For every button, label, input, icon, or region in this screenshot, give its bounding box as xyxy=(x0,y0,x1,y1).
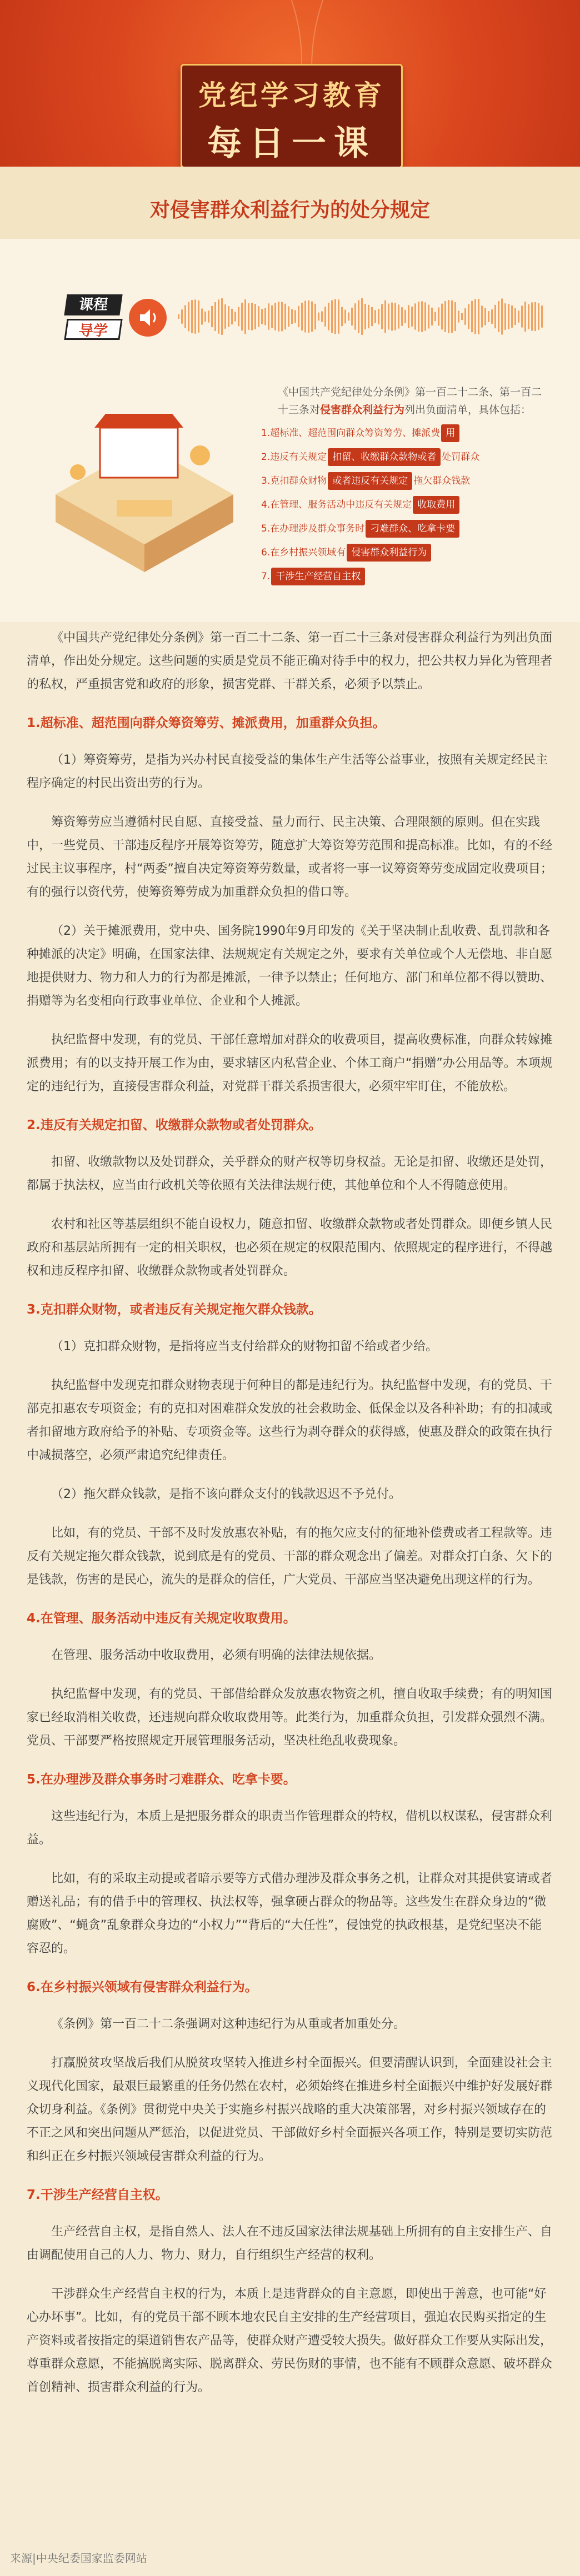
wave-bar xyxy=(281,302,283,332)
wave-bar xyxy=(258,306,259,327)
wave-bar xyxy=(241,303,243,330)
wave-bar xyxy=(311,302,313,332)
wave-bar xyxy=(391,303,393,331)
wave-bar xyxy=(244,299,246,334)
list-item xyxy=(261,470,550,492)
intro-text xyxy=(278,383,544,419)
list-text: 克扣群众财物 xyxy=(270,475,327,487)
wave-bar xyxy=(388,304,389,330)
wave-bar xyxy=(384,300,386,333)
wave-bar xyxy=(481,305,483,327)
paragraph: 执纪监督中发现克扣群众财物表现于何种目的都是违纪行为。执纪监督中发现，有的党员、干部克扣惠农专项资金；有的克扣对困难群众发放的社会救助金、低保金以及各种补助；有的扣减或者扣留地方政府给予的补贴、专项资金等。这些行为剥夺群众的获得感，使惠及群众的政策在执行中减损落空，必须严肃追究纪律责任。 xyxy=(27,1379,553,1462)
wave-bar xyxy=(234,312,236,321)
wave-bar xyxy=(351,308,353,325)
wave-bar xyxy=(204,312,206,322)
wave-bar xyxy=(368,305,369,328)
section-heading: 4.在管理、服务活动中违反有关规定收取费用。 xyxy=(27,1611,296,1626)
wave-bar xyxy=(331,300,333,333)
wave-bar xyxy=(321,311,323,322)
wave-bar xyxy=(508,304,509,329)
wave-bar xyxy=(181,309,183,323)
wave-bar xyxy=(454,302,456,331)
paragraph: 在管理、服务活动中收取费用，必须有明确的法律法规依据。 xyxy=(51,1648,382,1662)
paragraph: （1）克扣群众财物，是指将应当支付给群众的财物扣留不给或者少给。 xyxy=(51,1340,438,1354)
audio-wave-icon xyxy=(178,289,556,344)
wave-bar xyxy=(224,304,226,329)
paragraph: 《条例》第一百二十二条强调对这种违纪行为从重或者加重处分。 xyxy=(51,2017,406,2031)
paragraph: 农村和社区等基层组织不能自设权力，随意扣留、收缴群众款物或者处罚群众。即便乡镇人民政府和基层站所拥有一定的相关职权，也必须在规定的权限范围内、依照规定的程序进行，不得越权和违反程序扣留、收缴群众款物或者处罚群众。 xyxy=(27,1217,553,1278)
wave-bar xyxy=(511,305,513,328)
list-item xyxy=(261,542,550,564)
banner-title-line2: 每日一课 xyxy=(207,123,376,163)
wave-bar xyxy=(251,303,253,330)
intro-prefix: 《中国共产党纪律处分条例》第一百二十二条、第一百二十三条对 xyxy=(278,386,542,416)
paragraph: 比如，有的采取主动提或者暗示要等方式借办理涉及群众事务之机，让群众对其提供宴请或者赠送礼品；有的借手中的管理权、执法权等，强拿硬占群众的物品等。这些发生在群众身边的“微腐败”、“蝇贪”乱象群众身边的“小权力”“背后的“大任性”，侵蚀党的执政根基，是党纪坚决不能容忍的。 xyxy=(27,1872,553,1956)
list-tag: 或者违反有关规定 xyxy=(328,472,412,490)
paragraph: 执纪监督中发现，有的党员、干部任意增加对群众的收费项目，提高收费标准，向群众转嫁摊派费用；有的以支持开展工作为由，要求辖区内私营企业、个体工商户“捐赠”办公用品等。本项规定的违纪行为，直接侵害群众利益，对党群干群关系损害很大，必须牢牢盯住，不能放松。 xyxy=(27,1033,553,1094)
paragraph: 扣留、收缴款物以及处罚群众，关乎群众的财产权等切身权益。无论是扣留、收缴还是处罚，都属于执法权，应当由行政机关等依照有关法律法规行使，其他单位和个人不得随意使用。 xyxy=(27,1155,553,1192)
list-number: 4. xyxy=(261,499,271,510)
paragraph: 比如，有的党员、干部不及时发放惠农补贴，有的拖欠应支付的征地补偿费或者工程款等。违反有关规定拖欠群众钱款，说到底是有的党员、干部的群众观念出了偏差。对群众打白条、欠下的是钱款，伤害的是民心，流失的是群众的信任，广大党员、干部应当坚决避免出现这样的行为。 xyxy=(27,1526,553,1587)
wave-bar xyxy=(484,308,486,325)
wave-bar xyxy=(304,301,306,333)
wave-bar xyxy=(434,312,436,322)
wave-bar xyxy=(408,305,409,328)
wave-bar xyxy=(358,300,359,333)
wave-bar xyxy=(451,300,453,333)
wave-bar xyxy=(431,308,433,325)
list-item xyxy=(261,422,550,444)
wave-bar xyxy=(411,307,413,327)
wave-bar xyxy=(191,300,193,333)
list-number: 7. xyxy=(261,571,271,582)
list-text: 在乡村振兴领域有 xyxy=(270,547,346,558)
wave-bar xyxy=(301,303,303,330)
wave-bar xyxy=(534,302,536,331)
wave-bar xyxy=(338,299,339,333)
wave-bar xyxy=(274,303,276,330)
badge-top: 课程 xyxy=(64,294,122,315)
wave-bar xyxy=(441,304,443,330)
paragraph: 《中国共产党纪律处分条例》第一百二十二条、第一百二十三条对侵害群众利益行为列出负面清单，作出处分规定。这些问题的实质是党员不能正确对待手中的权力，把公共权力异化为管理者的私权，严重损害党和政府的形象，损害党群、干群关系，必须予以禁止。 xyxy=(27,631,553,691)
wave-bar xyxy=(221,298,223,335)
paragraph: 干涉群众生产经营自主权的行为，本质上是违背群众的自主意愿，即使出于善意，也可能“好心办坏事”。比如，有的党员干部不顾本地农民自主安排的生产经营项目，强迫农民购买指定的生产资料或者按指定的渠道销售农产品等，使群众财产遭受较大损失。做好群众工作要从实际出发，尊重群众意愿，不能搞脱离实际、脱离群众、劳民伤财的事情，也不能有不顾群众意愿、破坏群众首创精神、损害群众利益的行为。 xyxy=(27,2287,553,2394)
list-text: 处罚群众 xyxy=(442,452,480,463)
wave-bar xyxy=(458,310,459,322)
list-text: 在办理涉及群众事务时 xyxy=(270,523,365,534)
list-text: 超标准、超范围向群众筹资筹劳、摊派费 xyxy=(270,428,441,439)
list-number: 2. xyxy=(261,452,271,463)
paragraph: （2）关于摊派费用，党中央、国务院1990年9月印发的《关于坚决制止乱收费、乱罚款和各种摊派的决定》明确，在国家法律、法规规定有关规定之外，要求有关单位或个人无偿地、非自愿地提供财力、物力和人力的行为都是摊派，一律予以禁止；任何地方、部门和单位都不得以赞助、捐赠等为名变相向行政事业单位、企业和个人摊派。 xyxy=(27,924,553,1008)
wave-bar xyxy=(524,302,526,332)
list-text: 违反有关规定 xyxy=(270,452,327,463)
wave-bar xyxy=(474,299,476,334)
source-text: 来源|中央纪委国家监委网站 xyxy=(10,2552,147,2565)
wave-bar xyxy=(214,302,216,331)
wave-bar xyxy=(288,307,289,327)
wave-bar xyxy=(448,300,449,333)
intro-suffix: 列出负面清单，具体包括： xyxy=(404,404,532,416)
page-title: 对侵害群众利益行为的处分规定 xyxy=(149,199,430,222)
paragraph: 打赢脱贫攻坚战后我们从脱贫攻坚转入推进乡村全面振兴。但要清醒认识到，全面建设社会主义现代化国家，最艰巨最繁重的任务仍然在农村，必须始终在推进乡村全面振兴中维护好发展好群众切身利益。《条例》贯彻党中央关于实施乡村振兴战略的重大决策部署，对乡村振兴领域存在的不正之风和突出问题从严惩治，以促进党员、干部做好乡村全面振兴各项工作，特别是要切实防范和纠正在乡村振兴领域侵害群众利益的行为。 xyxy=(27,2056,553,2163)
wave-bar xyxy=(521,306,523,328)
wave-bar xyxy=(328,303,329,330)
badge-bottom: 导学 xyxy=(64,319,122,340)
wave-bar xyxy=(461,313,463,320)
wave-bar xyxy=(341,307,343,326)
wave-bar xyxy=(271,305,273,328)
title-plate xyxy=(181,64,403,168)
wave-bar xyxy=(291,309,293,324)
wave-bar xyxy=(418,302,419,332)
article-body xyxy=(27,627,553,2415)
list-text: 拖欠群众钱款 xyxy=(413,475,471,487)
intro-highlight: 侵害群众利益行为 xyxy=(320,404,405,416)
wave-bar xyxy=(324,307,326,327)
list-item xyxy=(261,494,550,516)
wave-bar xyxy=(398,304,399,328)
list-number: 1. xyxy=(261,428,271,439)
list-tag: 干涉生产经营自主权 xyxy=(271,568,365,585)
wave-bar xyxy=(318,313,319,321)
wave-bar xyxy=(531,303,533,331)
wave-bar xyxy=(528,304,529,329)
wave-bar xyxy=(348,313,349,321)
wave-bar xyxy=(444,301,446,332)
wave-bar xyxy=(404,310,406,323)
list-tag: 侵害群众利益行为 xyxy=(347,544,431,562)
wave-bar xyxy=(294,310,296,323)
wave-bar xyxy=(424,302,426,330)
wave-bar xyxy=(491,309,493,324)
wave-bar xyxy=(471,301,473,332)
wave-bar xyxy=(381,304,383,329)
paragraph: 这些违纪行为，本质上是把服务群众的职责当作管理群众的特权，借机以权谋私，侵害群众利益。 xyxy=(27,1810,553,1847)
list-item xyxy=(261,446,550,468)
wave-bar xyxy=(194,299,196,333)
wave-bar xyxy=(464,308,466,325)
wave-bar xyxy=(514,308,516,325)
wave-bar xyxy=(374,310,376,323)
section-heading: 3.克扣群众财物，或者违反有关规定拖欠群众钱款。 xyxy=(27,1302,322,1317)
list-tag: 用 xyxy=(441,424,459,442)
wave-bar xyxy=(231,309,233,324)
wave-bar xyxy=(218,299,219,334)
paragraph: （1）筹资筹劳，是指为兴办村民直接受益的集体生产生活等公益事业，按照有关规定经民主程序确定的村民出资出劳的行为。 xyxy=(27,753,548,790)
list-tag: 刁难群众、吃拿卡要 xyxy=(366,520,459,538)
wave-bar xyxy=(178,314,179,319)
wave-bar xyxy=(284,304,286,330)
wave-bar xyxy=(264,308,266,325)
wave-bar xyxy=(354,303,356,330)
wave-bar xyxy=(211,306,213,327)
section-heading: 6.在乡村振兴领域有侵害群众利益行为。 xyxy=(27,1980,258,1994)
paragraph: （2）拖欠群众钱款，是指不该向群众支付的钱款迟迟不予兑付。 xyxy=(51,1487,401,1501)
market-scene-illustration xyxy=(33,361,244,594)
section-heading: 5.在办理涉及群众事务时刁难群众、吃拿卡要。 xyxy=(27,1772,296,1787)
paragraph: 执纪监督中发现，有的党员、干部借给群众发放惠农物资之机，擅自收取手续费；有的明知国家已经取消相关收费，还违规向群众收取费用等。此类行为，加重群众负担，引发群众强烈不满。党员、干部要严格按照规定开展管理服务活动，坚决杜绝乱收费现象。 xyxy=(27,1687,553,1748)
wave-bar xyxy=(414,303,416,329)
list-number: 3. xyxy=(261,475,271,487)
section-heading: 7.干涉生产经营自主权。 xyxy=(27,2188,168,2202)
wave-bar xyxy=(268,303,269,329)
wave-bar xyxy=(371,307,373,326)
wave-bar xyxy=(494,305,496,328)
wave-bar xyxy=(208,310,209,322)
wave-bar xyxy=(344,310,346,324)
paragraph: 筹资筹劳应当遵循村民自愿、直接受益、量力而行、民主决策、合理限额的原则。但在实践中，一些党员、干部违反程序开展筹资筹劳，随意扩大筹资筹劳范围和提高标准。比如，有的不经过民主议事程序，村“两委”擅自决定筹资筹劳数量，或者将一事一议筹资筹劳变成固定收费项目；有的强行以资代劳，使筹资筹劳成为加重群众负担的借口等。 xyxy=(27,815,553,899)
wave-bar xyxy=(248,303,249,330)
wave-bar xyxy=(541,305,543,328)
wave-bar xyxy=(334,299,336,334)
list-tag: 扣留、收缴群众款物或者 xyxy=(328,448,441,466)
wave-bar xyxy=(394,303,396,330)
list-number: 5. xyxy=(261,523,271,534)
section-heading: 1.超标准、超范围向群众筹资筹劳、摊派费用，加重群众负担。 xyxy=(27,716,386,730)
wave-bar xyxy=(518,310,519,323)
wave-bar xyxy=(184,305,186,328)
wave-bar xyxy=(201,309,203,325)
wave-bar xyxy=(504,303,506,330)
list-tag: 收取费用 xyxy=(413,496,459,514)
wave-bar xyxy=(468,304,469,329)
wave-bar xyxy=(478,299,479,334)
wave-bar xyxy=(278,302,279,332)
wave-bar xyxy=(378,309,379,324)
wave-bar xyxy=(238,307,239,327)
wave-bar xyxy=(314,304,316,329)
section-heading: 2.违反有关规定扣留、收缴群众款物或者处罚群众。 xyxy=(27,1118,322,1132)
wave-bar xyxy=(188,302,189,332)
wave-bar xyxy=(498,301,499,332)
wave-bar xyxy=(254,304,256,329)
wave-bar xyxy=(308,300,309,333)
violation-list xyxy=(261,422,550,589)
wave-bar xyxy=(488,311,489,322)
wave-bar xyxy=(198,300,199,333)
list-item xyxy=(261,565,550,588)
list-item xyxy=(261,518,550,540)
wave-bar xyxy=(401,307,403,325)
banner-title-line1: 党纪学习教育 xyxy=(198,79,385,112)
wave-bar xyxy=(538,303,539,330)
paragraph: 生产经营自主权，是指自然人、法人在不违反国家法律法规基础上所拥有的自主安排生产、自由调配使用自己的人力、物力、财力，自行组织生产经营的权利。 xyxy=(27,2225,553,2262)
wave-bar xyxy=(438,307,439,325)
wave-bar xyxy=(428,304,429,328)
wave-bar xyxy=(421,301,423,332)
list-number: 6. xyxy=(261,547,271,558)
speaker-icon[interactable] xyxy=(129,299,167,337)
wave-bar xyxy=(501,299,503,335)
wave-bar xyxy=(364,304,366,329)
course-badge xyxy=(66,294,126,342)
wave-bar xyxy=(361,298,363,335)
list-text: 在管理、服务活动中违反有关规定 xyxy=(270,499,412,510)
wave-bar xyxy=(298,306,299,327)
wave-bar xyxy=(228,306,229,327)
wave-bar xyxy=(261,309,263,324)
